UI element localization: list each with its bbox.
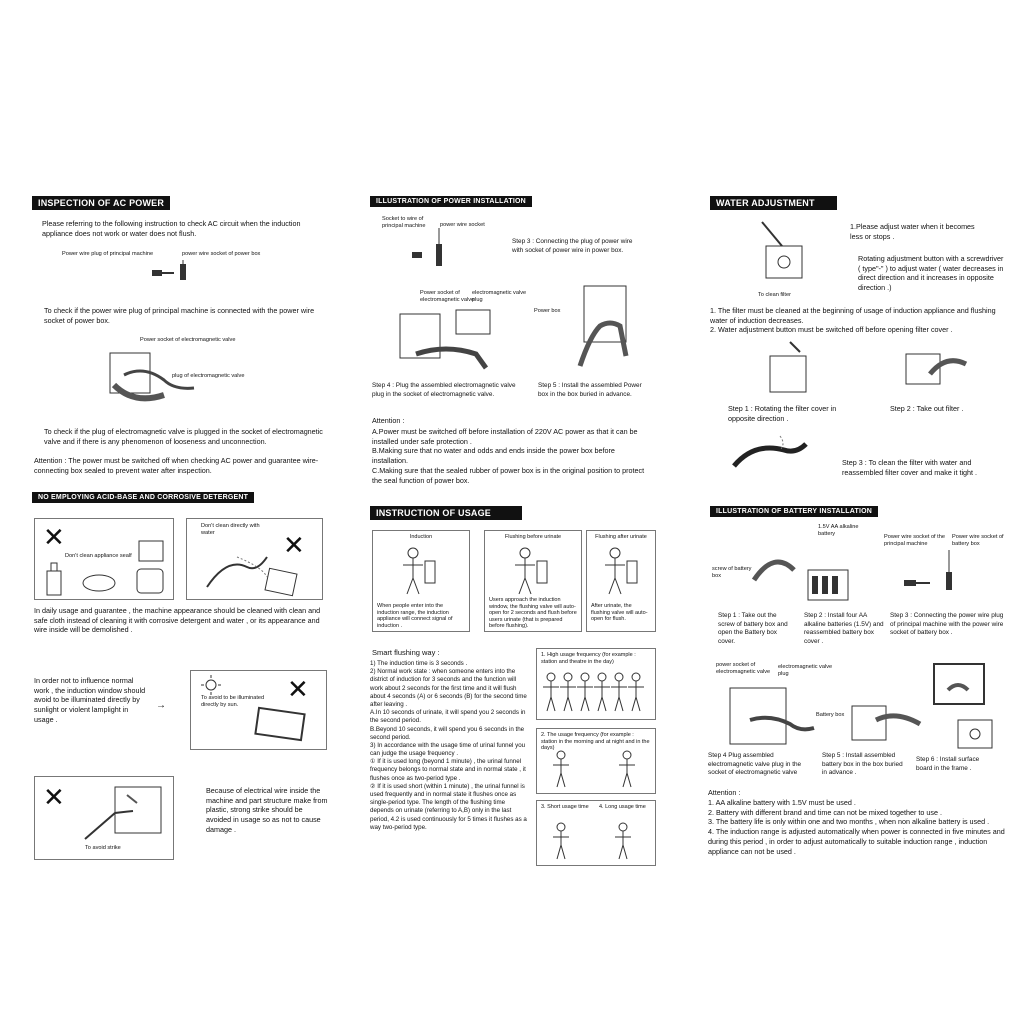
smart-flushing-title: Smart flushing way : (372, 648, 440, 657)
no-clean-panel (34, 518, 174, 600)
usage-panel-text: When people enter into the induction range, the induction appliance will connect signal of induction . (377, 603, 455, 629)
window-icon (251, 707, 311, 743)
inspection-ac-power-heading: INSPECTION OF AC POWER (32, 196, 170, 210)
power-attention: A.Power must be switched off before installation of 220V AC power as that it can be installed under safe protection . B.Making sure that no water and odds and ends inside the power box before installation. C.Making sure that the sealed rubber of power box is in the original position to protect the seal function of power box. (372, 427, 645, 485)
battery-attention-title: Attention : (708, 788, 741, 797)
power-installation-heading: ILLUSTRATION OF POWER INSTALLATION (370, 196, 532, 207)
fig-caption-short: 3. Short usage time (541, 804, 589, 810)
power-step5: Step 5 : Install the assembled Power box in the box buried in advance. (538, 382, 644, 398)
battery-attention: 1. AA alkaline battery with 1.5V must be used . 2. Battery with different brand and time can not be mixed together to use . 3. The battery life is only within one and two months , when non alkaline battery is used . 4. The induction range is adjusted automatically when power is connected in five minutes and during this period , in order to adjust automatically to suitable induction range , induction appliance can not be used . (708, 798, 1005, 856)
valve-hand-illustration (720, 680, 820, 750)
fig-usage-time (536, 800, 656, 866)
wire-text: Because of electrical wire inside the machine and part structure make from plastic, strong strike should be avoided in usage so as not to cause damage . (206, 786, 330, 834)
prohibit-x-icon: ✕ (43, 783, 65, 813)
water-adjustment-heading: WATER ADJUSTMENT (710, 196, 837, 210)
usage-panel-title: Flushing after urinate (595, 534, 647, 540)
person-icon (399, 547, 439, 597)
label-power-plug: Power wire plug of principal machine (62, 251, 154, 257)
sun-icon (201, 675, 221, 695)
label-battery: 1.5V AA alkaline battery (818, 524, 860, 537)
usage-panel-before (484, 530, 582, 632)
label-no-clean: Don't clean appliance sealf (65, 553, 132, 559)
power-box-hand-illustration (570, 282, 640, 372)
left-column (32, 190, 337, 238)
arrow-to-panel: → (156, 700, 166, 711)
usage-panel-text: Users approach the induction window, the flushing valve will auto-open for 2 seconds and flush before users urinate (that is prepared before flushing). (489, 597, 579, 630)
sunlight-text: In order not to influence normal work , the induction window should avoid to be illuminated directly by sunlight or violent lamplight in usage . (34, 676, 148, 724)
usage-panel-after (586, 530, 656, 632)
screwdriver-filter-illustration (752, 216, 812, 286)
fig-caption: 1. High usage frequency (for example : station and theatre in the day) (541, 652, 638, 665)
fig-caption-long: 4. Long usage time (599, 804, 646, 810)
water-step2: Step 2 : Take out filter . (890, 404, 964, 413)
label-valve-socket: Power socket of electromagnetic valve (420, 290, 475, 303)
label-power-socket: power wire socket of power box (182, 251, 261, 257)
inspection-check-valve: To check if the plug of electromagnetic valve is plugged in the socket of electromagnetic valve and if there is any phenomenon of looseness and unconnection. (44, 427, 325, 446)
prohibit-x-icon: ✕ (283, 531, 305, 561)
battery-box-hand-illustration (846, 690, 926, 750)
power-step3: Step 3 : Connecting the plug of power wire with socket of power wire in power box. (512, 238, 635, 254)
usage-panel-title: Flushing before urinate (504, 534, 562, 540)
people-icon (547, 749, 647, 789)
filter-cover-illustration (760, 338, 816, 398)
person-icon (601, 547, 641, 597)
water-tip1: 1.Please adjust water when it becomes less or stops . (850, 222, 977, 241)
label-valve-socket: Power socket of electromagnetic valve (140, 337, 236, 343)
prohibit-x-icon: ✕ (43, 523, 65, 553)
battery-step1: Step 1 : Take out the screw of battery box and open the Battery box cover. (718, 612, 790, 645)
filter-hand-illustration (900, 344, 970, 394)
detergent-bottles-icon (43, 559, 168, 597)
battery-box-illustration (744, 540, 864, 610)
label-strike: To avoid strike (85, 845, 121, 851)
people-icon (547, 821, 647, 861)
label-power-box: Power box (534, 308, 561, 314)
water-step1: Step 1 : Rotating the filter cover in opposite direction . (728, 404, 839, 423)
label-valve-plug: electromagnetic valve plug (778, 664, 834, 677)
fig-caption: 2. The usage frequency (for example : station in the morning and at night and in the days) (541, 732, 652, 752)
usage-panel-induction (372, 530, 470, 632)
sunlight-panel (190, 670, 327, 750)
label-sunlight: To avoid to be illuminated directly by sun. (201, 695, 266, 708)
water-step3: Step 3 : To clean the filter with water and reassembled filter cover and make it tight . (842, 458, 978, 477)
battery-installation-heading: ILLUSTRATION OF BATTERY INSTALLATION (710, 506, 878, 517)
inspection-attention: Attention : The power must be switched off when checking AC power and guarantee wire-connecting box sealed to prevent water after inspection. (34, 456, 319, 475)
label-no-directly: Don't clean directly with water (201, 523, 262, 536)
inspection-check-plug: To check if the power wire plug of principal machine is connected with the power wire socket of power box. (44, 306, 317, 325)
battery-step5: Step 5 : Install assembled battery box in the box buried in advance . (822, 752, 905, 777)
valve-hand-illustration (396, 304, 506, 374)
people-queue-icon (543, 671, 651, 715)
inspection-intro: Please referring to the following instruction to check AC circuit when the induction appliance does not work or water does not flush. (42, 219, 303, 238)
fig-high-frequency (536, 648, 656, 720)
surface-board-illustration (928, 660, 1004, 752)
no-water-panel (186, 518, 323, 600)
label-clean-filter: To clean filter (758, 292, 791, 298)
battery-step6: Step 6 : Install surface board in the frame . (916, 756, 982, 772)
detergent-heading: NO EMPLOYING ACID-BASE AND CORROSIVE DETERGENT (32, 492, 254, 503)
detergent-text: In daily usage and guarantee , the machine appearance should be cleaned with clean and safe cloth instead of cleaning it with corrosive detergent and water , or its appearance and wire inside will be demolished . (34, 606, 323, 635)
plug-socket-illustration (900, 550, 970, 594)
label-principal-socket: Socket to wire of principal machine (382, 216, 426, 229)
clean-filter-illustration (730, 426, 810, 476)
battery-step4: Step 4 Plug assembled electromagnetic valve plug in the socket of electromagnetic valve (708, 752, 803, 777)
water-notes: 1. The filter must be cleaned at the beginning of usage of induction appliance and flushing water of induction decreases. 2. Water adjustment button must be switched off before opening filter cover . (710, 306, 996, 335)
strike-panel (34, 776, 174, 860)
power-step4: Step 4 : Plug the assembled electromagnetic valve plug in the socket of electromagnetic valve. (372, 382, 518, 398)
fig-usage-frequency (536, 728, 656, 794)
label-valve-plug: plug of electromagnetic valve (172, 373, 245, 379)
water-tip2: Rotating adjustment button with a screwdriver ( type"-" ) to adjust water ( water decreases in direct direction and it increases in opposite direction .) (858, 254, 1006, 293)
usage-heading: INSTRUCTION OF USAGE (370, 506, 522, 520)
label-battery-screw: screw of battery box (712, 566, 754, 579)
hammer-strike-icon (75, 783, 170, 845)
battery-step2: Step 2 : Install four AA alkaline batteries (1.5V) and reassembled battery box cover . (804, 612, 886, 645)
label-battery-box: Battery box (816, 712, 845, 718)
label-valve-socket: power socket of electromagnetic valve (716, 662, 771, 675)
label-principal-plug: Power wire socket of the principal machine (884, 534, 947, 547)
battery-step3: Step 3 : Connecting the power wire plug of principal machine with the power wire socket of battery box . (890, 612, 1006, 637)
water-spray-icon (197, 537, 307, 597)
usage-panel-text: After urinate, the flushing valve will auto-open for flush. (591, 603, 648, 623)
label-battery-socket: Power wire socket of battery box (952, 534, 1006, 547)
usage-panel-title: Induction (409, 534, 433, 540)
prohibit-x-icon: ✕ (287, 675, 309, 705)
plug-socket-illustration (410, 228, 450, 270)
smart-flushing-text: 1) The induction time is 3 seconds . 2) Normal work state : when someone enters into the district of induction for 3 seconds and the function will work about 2 seconds for the first time and it will flush about 4 seconds (A) or 6 seconds (B) for the second time after leaving . A.In 10 seconds of urinate, it will spend you 2 seconds in the second period. B.Beyond 10 seconds, it will spend you 6 seconds in the second period. 3) In accordance with the usage time of urinal funnel you can judge the usage frequency . ① If it is used long (beyond 1 minute) , the urinal funnel frequency belongs to normal state and in normal state , it flushes once as two-period type . ② If it is used short (within 1 minute) , the urinal funnel is used frequently and in normal state it flushes once as single-period type. The length of the flushing time depends on urinate (referring to A,B) only in the last period, 4.2 is used continuously for 5 times it flushes as a way two-period type. (370, 660, 527, 831)
label-valve-plug: electromagnetic valve plug (472, 290, 528, 303)
plug-socket-illustration (150, 260, 210, 290)
power-attention-title: Attention : (372, 416, 405, 425)
label-power-wire-socket: power wire socket (440, 222, 485, 228)
person-icon (511, 547, 551, 597)
